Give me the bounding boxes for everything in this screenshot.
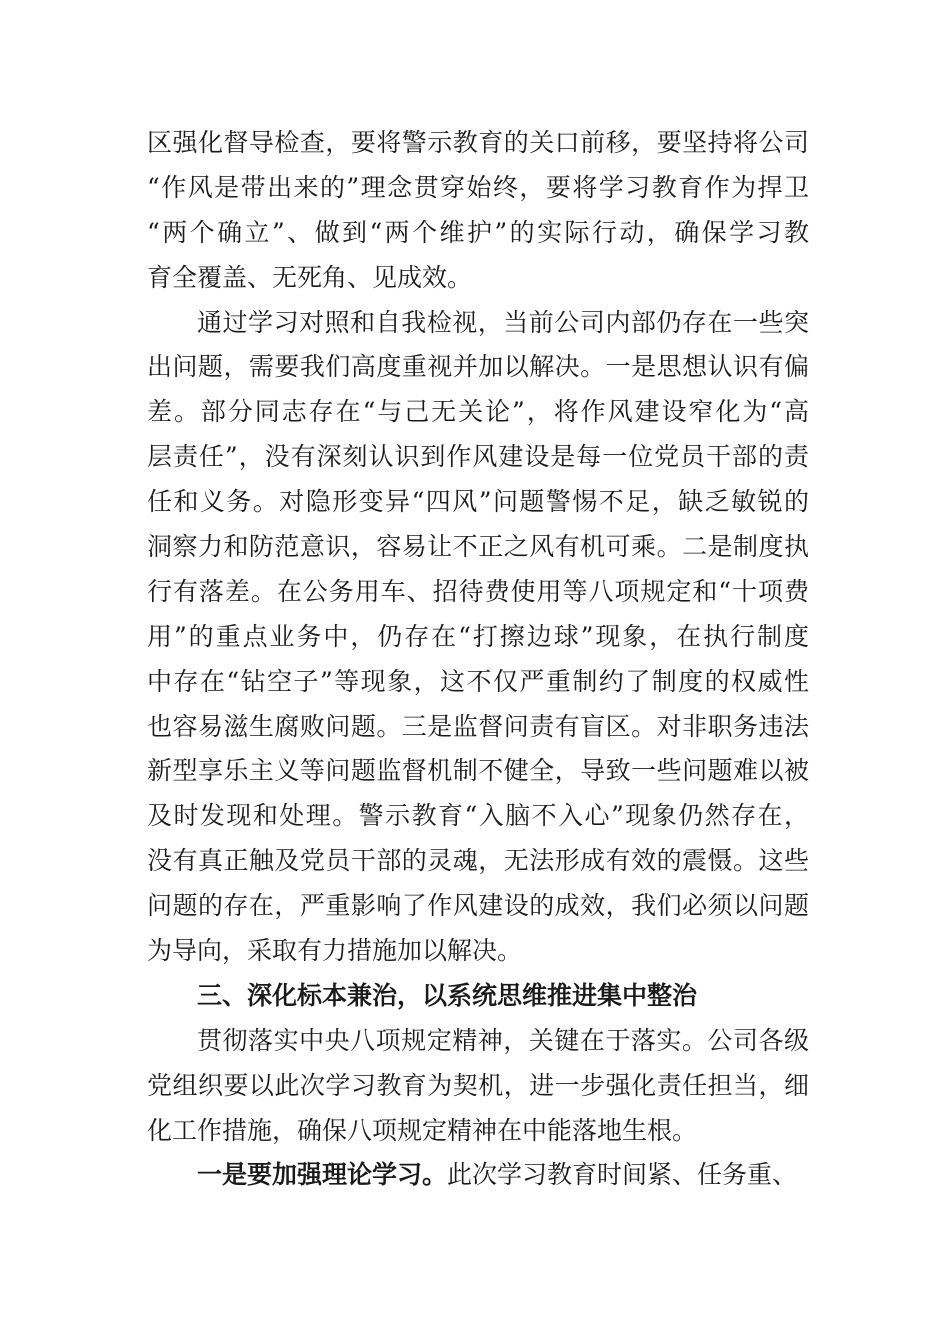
text-line: “两个确立”、做到“两个维护”的实际行动，确保学习教 <box>147 217 809 247</box>
text-line: 出问题，需要我们高度重视并加以解决。一是思想认识有偏 <box>147 352 809 382</box>
text-line: 用”的重点业务中，仍存在“打擦边球”现象，在执行制度 <box>147 621 809 651</box>
text-line: 育全覆盖、无死角、见成效。 <box>147 262 473 292</box>
paragraph-text: 此次学习教育时间紧、任务重、 <box>447 1160 798 1190</box>
text-line: 问题的存在，严重影响了作风建设的成效，我们必须以问题 <box>147 891 809 921</box>
text-line: 洞察力和防范意识，容易让不正之风有机可乘。二是制度执 <box>147 532 809 562</box>
text-line: 及时发现和处理。警示教育“入脑不入心”现象仍然存在， <box>147 801 809 831</box>
document-body <box>147 121 809 1198</box>
text-line: 区强化督导检查，要将警示教育的关口前移，要坚持将公司 <box>147 128 809 157</box>
paragraph-1 <box>147 121 809 301</box>
text-line: 差。部分同志存在“与己无关论”，将作风建设窄化为“高 <box>147 397 809 427</box>
text-line: 化工作措施，确保八项规定精神在中能落地生根。 <box>147 1115 698 1145</box>
text-line: 层责任”，没有深刻认识到作风建设是每一位党员干部的责 <box>147 442 809 472</box>
paragraph-lead: 一是要加强理论学习。 <box>197 1160 448 1190</box>
text-line: 行有落差。在公务用车、招待费使用等八项规定和“十项费 <box>147 576 809 606</box>
text-line: 也容易滋生腐败问题。三是监督问责有盲区。对非职务违法 <box>147 711 809 741</box>
text-line: 没有真正触及党员干部的灵魂，无法形成有效的震慑。这些 <box>147 846 809 876</box>
text-line: 中存在“钻空子”等现象，这不仅严重制约了制度的权威性 <box>147 666 809 696</box>
text-line: 通过学习对照和自我检视，当前公司内部仍存在一些突 <box>197 307 809 337</box>
text-line: 任和义务。对隐形变异“四风”问题警惕不足，缺乏敏锐的 <box>147 487 809 517</box>
text-line: 新型享乐主义等问题监督机制不健全，导致一些问题难以被 <box>147 756 809 786</box>
paragraph-4 <box>147 1153 809 1198</box>
paragraph-3 <box>147 1019 809 1154</box>
text-line: “作风是带出来的”理念贯穿始终，要将学习教育作为捍卫 <box>147 172 809 202</box>
text-line: 党组织要以此次学习教育为契机，进一步强化责任担当，细 <box>147 1070 809 1100</box>
section-heading: 三、深化标本兼治，以系统思维推进集中整治 <box>197 980 698 1010</box>
text-line: 贯彻落实中央八项规定精神，关键在于落实。公司各级 <box>197 1025 809 1055</box>
paragraph-2 <box>147 301 809 974</box>
text-line: 为导向，采取有力措施加以解决。 <box>147 936 523 966</box>
